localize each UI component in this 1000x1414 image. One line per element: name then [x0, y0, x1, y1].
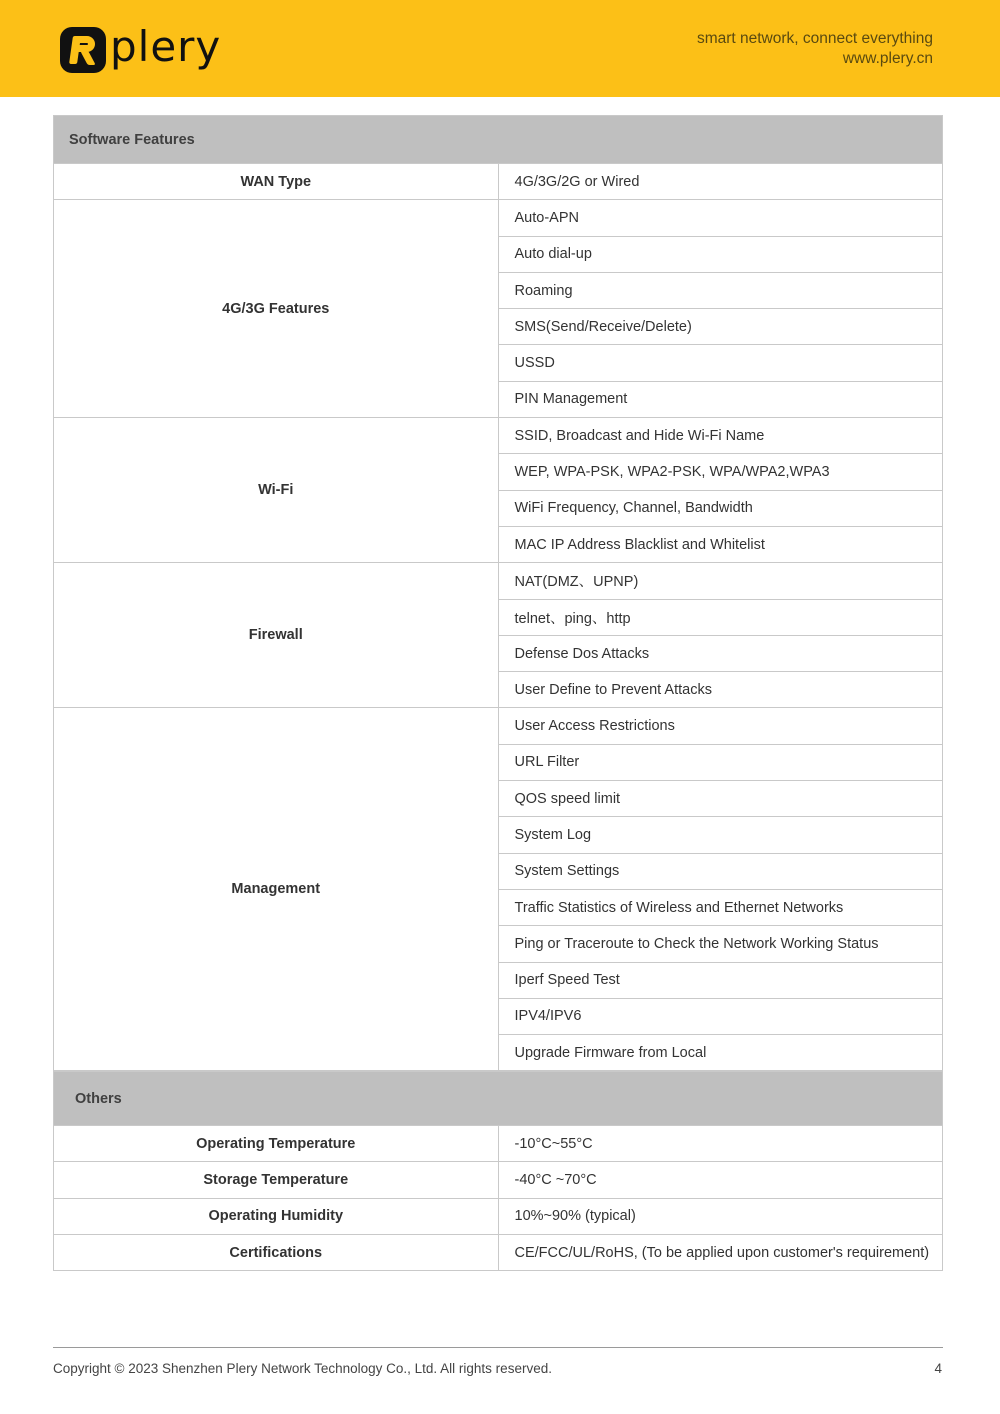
row-value: Auto dial-up — [498, 236, 943, 272]
logo-r-icon — [60, 27, 106, 73]
row-label: Operating Humidity — [54, 1198, 499, 1234]
row-value: System Log — [498, 817, 943, 853]
row-value: 10%~90% (typical) — [498, 1198, 943, 1234]
section-title-others: Others — [54, 1072, 943, 1126]
row-value: WiFi Frequency, Channel, Bandwidth — [498, 490, 943, 526]
row-value: Iperf Speed Test — [498, 962, 943, 998]
page-number: 4 — [934, 1361, 942, 1376]
page-header — [0, 0, 1000, 97]
row-label: WAN Type — [54, 164, 499, 200]
row-value: -10°C~55°C — [498, 1126, 943, 1162]
footer-divider — [53, 1347, 943, 1348]
row-value: CE/FCC/UL/RoHS, (To be applied upon customer's requirement) — [498, 1234, 943, 1270]
row-value: User Define to Prevent Attacks — [498, 672, 943, 708]
header-tagline-block — [697, 29, 933, 69]
section-title-software: Software Features — [54, 116, 943, 164]
table-row — [54, 1198, 943, 1234]
table-row — [54, 418, 943, 454]
website: www.plery.cn — [842, 50, 933, 67]
row-label: Operating Temperature — [54, 1126, 499, 1162]
row-value: MAC IP Address Blacklist and Whitelist — [498, 526, 943, 562]
table-row — [54, 1234, 943, 1270]
table-row — [54, 200, 943, 236]
row-label: Storage Temperature — [54, 1162, 499, 1198]
row-label: 4G/3G Features — [54, 200, 499, 418]
table-row — [54, 1126, 943, 1162]
row-value: SSID, Broadcast and Hide Wi-Fi Name — [498, 418, 943, 454]
table-row — [54, 1162, 943, 1198]
row-label: Management — [54, 708, 499, 1071]
table-row — [54, 708, 943, 744]
brand-logo — [60, 22, 222, 74]
row-value: 4G/3G/2G or Wired — [498, 164, 943, 200]
row-value: Ping or Traceroute to Check the Network Working Status — [498, 926, 943, 962]
table-row — [54, 164, 943, 200]
row-value: Defense Dos Attacks — [498, 635, 943, 671]
row-value: -40°C ~70°C — [498, 1162, 943, 1198]
row-label: Certifications — [54, 1234, 499, 1270]
row-value: Upgrade Firmware from Local — [498, 1035, 943, 1071]
brand-name: plery — [110, 22, 222, 71]
row-value: NAT(DMZ、UPNP) — [498, 563, 943, 599]
row-value: PIN Management — [498, 381, 943, 417]
table-row — [54, 563, 943, 599]
row-value: USSD — [498, 345, 943, 381]
footer-copyright: Copyright © 2023 Shenzhen Plery Network Technology Co., Ltd. All rights reserved. — [53, 1361, 552, 1376]
tagline: smart network, connect everything — [696, 30, 933, 47]
row-value: WEP, WPA-PSK, WPA2-PSK, WPA/WPA2,WPA3 — [498, 454, 943, 490]
row-value: Traffic Statistics of Wireless and Ethernet Networks — [498, 889, 943, 925]
row-value: IPV4/IPV6 — [498, 998, 943, 1034]
row-value: Auto-APN — [498, 200, 943, 236]
row-value: User Access Restrictions — [498, 708, 943, 744]
row-value: SMS(Send/Receive/Delete) — [498, 309, 943, 345]
row-value: System Settings — [498, 853, 943, 889]
row-label: Wi-Fi — [54, 418, 499, 563]
row-value: Roaming — [498, 272, 943, 308]
row-value: telnet、ping、http — [498, 599, 943, 635]
software-features-table — [53, 115, 943, 1071]
row-label: Firewall — [54, 563, 499, 708]
row-value: QOS speed limit — [498, 781, 943, 817]
others-table — [53, 1071, 943, 1271]
row-value: URL Filter — [498, 744, 943, 780]
